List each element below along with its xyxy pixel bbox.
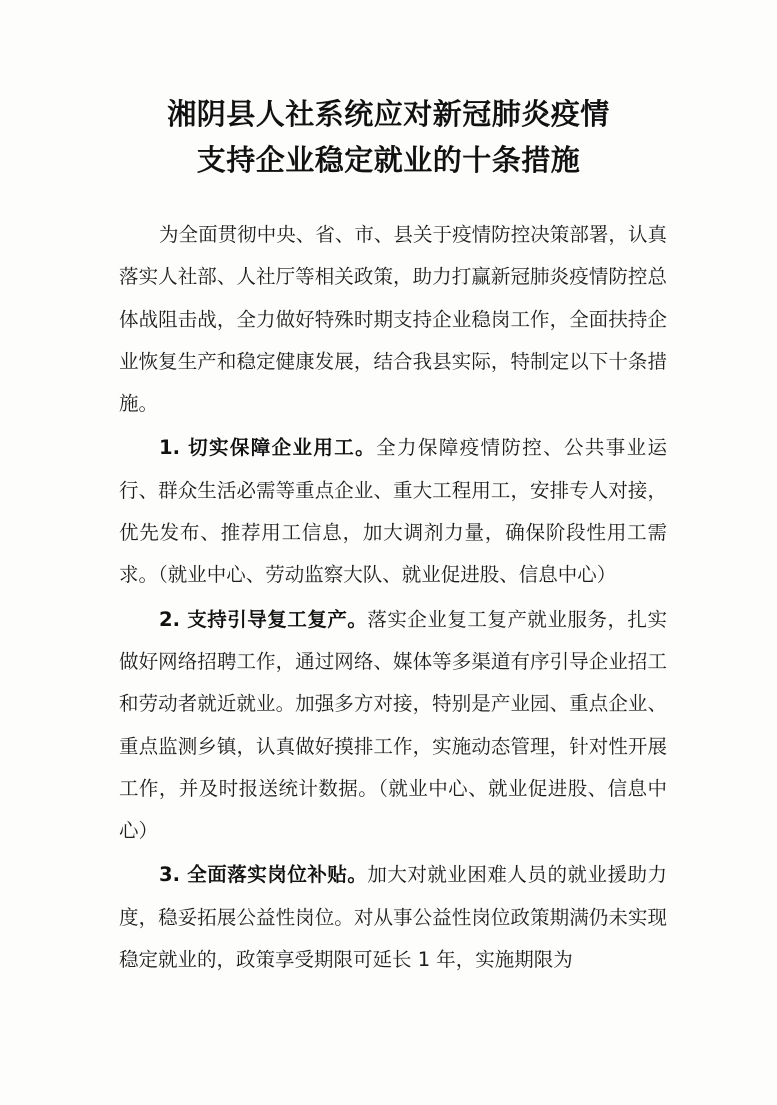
measure-heading-3: 3. 全面落实岗位补贴。	[159, 863, 368, 887]
measure-heading-2: 2. 支持引导复工复产。	[159, 607, 368, 631]
measure-paragraph-3	[119, 854, 667, 981]
document-title-line-1: 湘阴县人社系统应对新冠肺炎疫情	[167, 97, 610, 131]
measure-paragraph-2	[119, 599, 667, 853]
document-title-line-2: 支持企业稳定就业的十条措施	[196, 143, 581, 177]
document-body	[119, 214, 667, 983]
measure-paragraph-1	[119, 427, 667, 596]
measure-text-3: 加大对就业困难人员的就业援助力度，稳妥拓展公益性岗位。对从事公益性岗位政策期满仍未实现稳定就业的，政策享受期限可延长 1 年，实施期限为	[119, 863, 667, 972]
measure-text-2: 落实企业复工复产就业服务，扎实做好网络招聘工作，通过网络、媒体等多渠道有序引导企业招工和劳动者就近就业。加强多方对接，特别是产业园、重点企业、重点监测乡镇，认真做好摸排工作，实施动态管理，针对性开展工作，并及时报送统计数据。（就业中心、就业促进股、信息中心）	[119, 607, 667, 843]
measure-heading-1: 1. 切实保障企业用工。	[159, 436, 377, 460]
intro-paragraph: 为全面贯彻中央、省、市、县关于疫情防控决策部署，认真落实人社部、人社厅等相关政策，助力打赢新冠肺炎疫情防控总体战阻击战，全力做好特殊时期支持企业稳岗工作，全面扶持企业恢复生产和稳定健康发展，结合我县实际，特制定以下十条措施。	[119, 223, 667, 416]
measure-text-1: 全力保障疫情防控、公共事业运行、群众生活必需等重点企业、重大工程用工，安排专人对接，优先发布、推荐用工信息，加大调剂力量，确保阶段性用工需求。（就业中心、劳动监察大队、就业促进股、信息中心）	[119, 436, 667, 587]
